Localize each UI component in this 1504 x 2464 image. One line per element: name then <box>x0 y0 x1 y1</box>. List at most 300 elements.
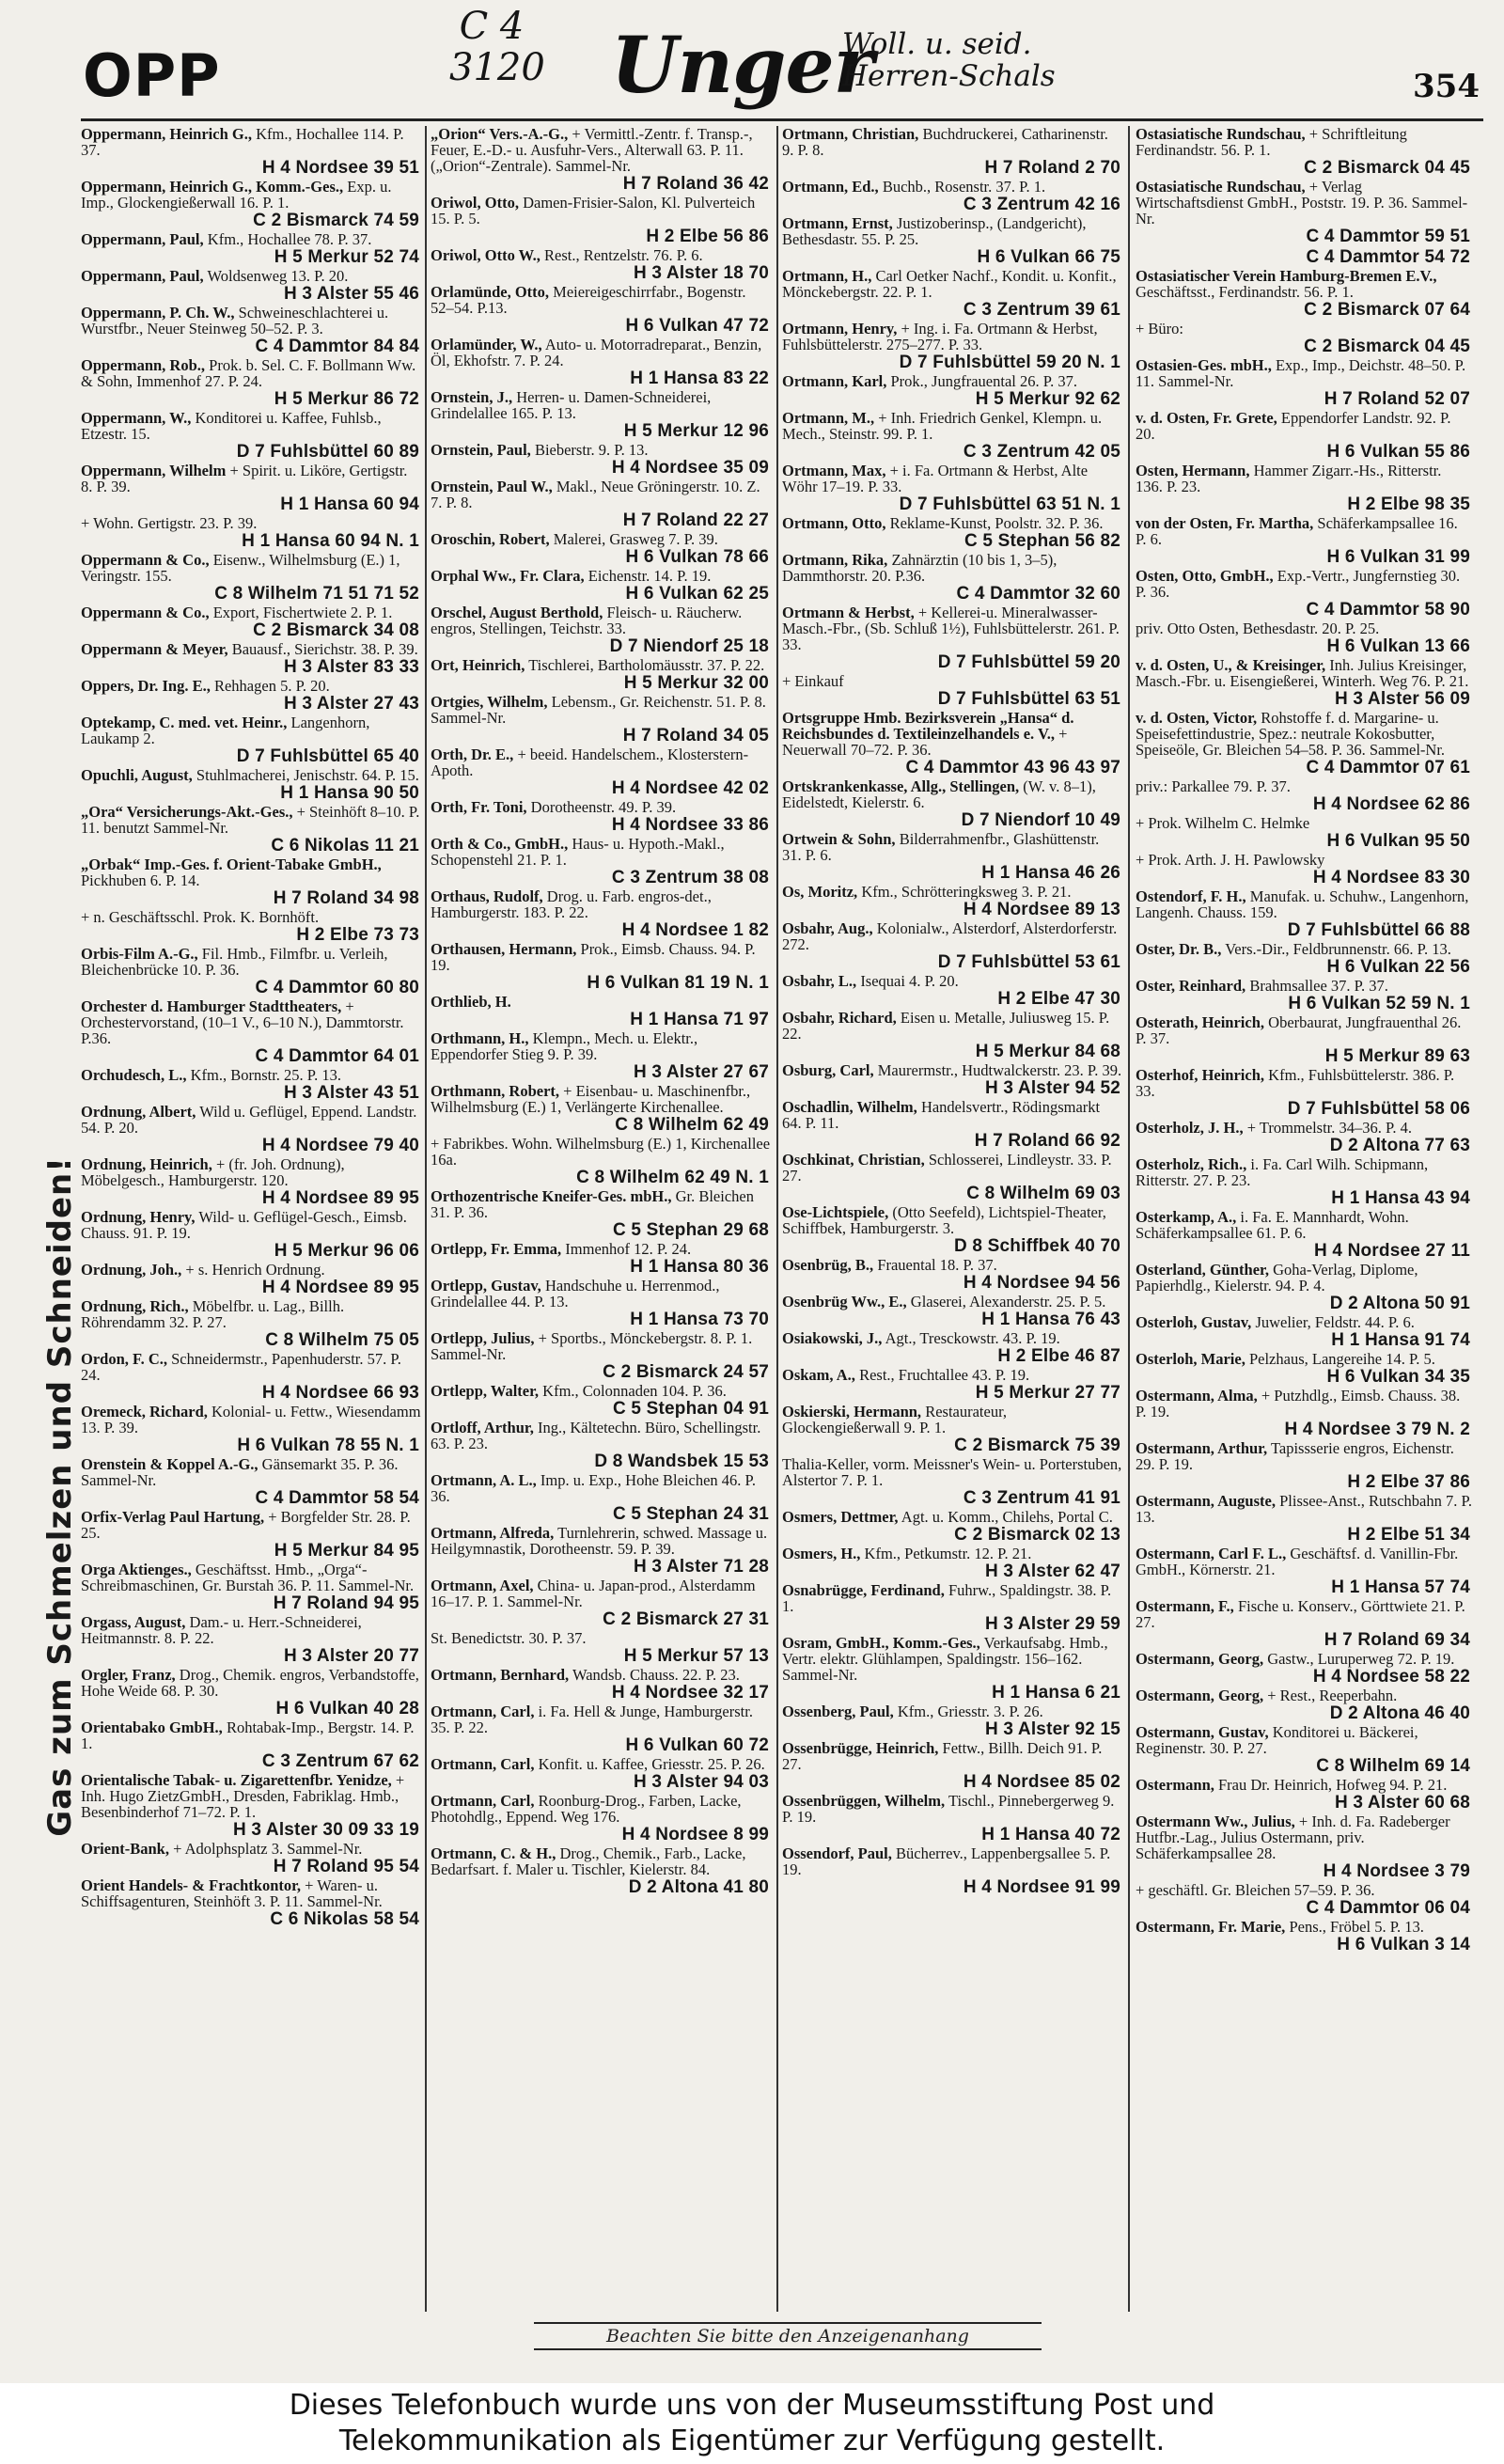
entry-phone: H 1 Hansa 6 21 <box>992 1683 1120 1703</box>
directory-entry <box>81 1614 421 1666</box>
header-ad-subtitle <box>842 28 1087 92</box>
entry-phone: C 3 Zentrum 39 61 <box>963 300 1120 320</box>
entry-name: Oppermann, W., <box>81 409 192 427</box>
entry-details: + Vermittl.-Zentr. f. Transp.-, Feuer, E.-D.- u. Ausfuhr-Vers., Alterwall 63. P. 11. („Orion“-Zentrale). Sammel-Nr. <box>431 126 753 175</box>
entry-name: Orgler, Franz, <box>81 1666 176 1684</box>
entry-name: Osmers, Dettmer, <box>782 1508 899 1526</box>
directory-entry <box>81 515 421 551</box>
entry-name: Ortmann & Herbst, <box>782 604 915 621</box>
directory-entry <box>782 373 1122 409</box>
entry-details: Prok., Jungfrauental 26. P. 37. <box>890 372 1077 390</box>
entry-phone: H 3 Alster 60 68 <box>1334 1793 1470 1813</box>
entry-name: Oppermann & Meyer, <box>81 640 228 658</box>
entry-details: priv. Otto Osten, Bethesdastr. 20. P. 25. <box>1136 620 1380 637</box>
directory-entry <box>1136 268 1472 320</box>
entry-details: Maurermstr., Hudtwalckerstr. 23. P. 39. <box>877 1061 1122 1079</box>
entry-phone: C 4 Dammtor 54 72 <box>1306 247 1470 267</box>
directory-entry <box>81 1262 421 1297</box>
entry-phone: H 6 Vulkan 95 50 <box>1326 831 1470 851</box>
entry-phone: H 1 Hansa 80 36 <box>630 1257 769 1277</box>
entry-phone: C 2 Bismarck 07 64 <box>1304 300 1470 320</box>
entry-details: + Verlag Wirtschaftsdienst GmbH., Poststr. 19. P. 36. Sammel-Nr. <box>1136 178 1468 228</box>
entry-phone: C 4 Dammtor 06 04 <box>1306 1898 1470 1918</box>
header-rule <box>81 118 1483 121</box>
entry-details: + Putzhdlg., Eimsb. Chauss. 38. P. 19. <box>1136 1387 1461 1420</box>
entry-phone: H 1 Hansa 40 72 <box>981 1825 1120 1844</box>
entry-name: Osram, GmbH., Komm.-Ges., <box>782 1634 980 1652</box>
entry-phone: H 7 Roland 52 07 <box>1324 389 1470 409</box>
page-header <box>0 0 1504 113</box>
entry-details: Eisen u. Metalle, Juliusweg 15. P. 22. <box>782 1009 1110 1043</box>
entry-name: Ostermann, Georg, <box>1136 1650 1264 1668</box>
entry-phone: H 6 Vulkan 52 59 N. 1 <box>1288 994 1470 1013</box>
entry-details: Fleisch- u. Räucherw. engros, Stellingen, Teichstr. 33. <box>431 604 743 637</box>
handwritten-note <box>449 5 545 89</box>
entry-details: Gänsemarkt 35. P. 36. Sammel-Nr. <box>81 1455 399 1489</box>
directory-entry <box>1136 1687 1472 1723</box>
entry-phone: D 2 Altona 46 40 <box>1329 1703 1470 1723</box>
entry-name: Orientalische Tabak- u. Zigarettenfbr. Yenidze, <box>81 1771 392 1789</box>
column-divider <box>425 126 427 2312</box>
entry-name: Osbahr, L., <box>782 972 857 990</box>
entry-details: Hammer Zigarr.-Hs., Ritterstr. 136. P. 23. <box>1136 462 1442 495</box>
entry-phone: H 5 Merkur 84 68 <box>975 1042 1120 1061</box>
entry-details: + (fr. Joh. Ordnung), Möbelgesch., Hamburgerstr. 120. <box>81 1155 345 1189</box>
entry-name: Optekamp, C. med. vet. Heinr., <box>81 714 288 731</box>
entry-name: Oppermann, Rob., <box>81 356 206 374</box>
entry-details: Prok. b. Sel. C. F. Bollmann Ww. & Sohn, Immenhof 27. P. 24. <box>81 356 416 390</box>
directory-entry <box>1136 710 1472 777</box>
entry-phone: H 4 Nordsee 27 11 <box>1313 1241 1470 1261</box>
entry-details: + Borgfelder Str. 28. P. 25. <box>81 1508 411 1542</box>
directory-entry <box>431 1030 771 1082</box>
entry-details: + Rest., Reeperbahn. <box>1267 1687 1398 1704</box>
directory-entry <box>782 1257 1122 1293</box>
entry-name: Osten, Otto, GmbH., <box>1136 567 1274 585</box>
directory-entry <box>782 778 1122 830</box>
directory-entry <box>782 604 1122 672</box>
entry-details: Langenhorn, Laukamp 2. <box>81 714 370 747</box>
directory-entry <box>431 284 771 336</box>
header-ad-subtitle-line1: Woll. u. seid. <box>842 27 1032 61</box>
directory-entry <box>431 1136 771 1187</box>
entry-phone: C 4 Dammtor 43 96 43 97 <box>905 758 1120 777</box>
entry-details: Immenhof 12. P. 24. <box>565 1240 692 1258</box>
entry-details: Rest., Rentzelstr. 76. P. 6. <box>544 246 703 264</box>
entry-details: Stuhlmacherei, Jenischstr. 64. P. 15. <box>196 766 419 784</box>
entry-phone: H 4 Nordsee 3 79 N. 2 <box>1284 1420 1470 1439</box>
entry-phone: C 2 Bismarck 04 45 <box>1304 158 1470 178</box>
directory-entry <box>782 1330 1122 1366</box>
entry-details: + geschäftl. Gr. Bleichen 57–59. P. 36. <box>1136 1881 1375 1899</box>
listing-columns <box>81 126 1472 2312</box>
directory-entry <box>1136 1351 1472 1387</box>
entry-phone: H 4 Nordsee 58 22 <box>1312 1667 1470 1687</box>
entry-details: Makl., Neue Gröningerstr. 10. Z. 7. P. 8. <box>431 478 760 511</box>
entry-name: Ortmann, A. L., <box>431 1471 537 1489</box>
entry-name: Ortmann, Henry, <box>782 320 898 337</box>
entry-phone: H 4 Nordsee 66 93 <box>261 1383 419 1403</box>
entry-name: Orenstein & Koppel A.-G., <box>81 1455 258 1473</box>
directory-entry <box>782 321 1122 372</box>
entry-details: Lebensm., Gr. Reichenstr. 51. P. 8. Sammel-Nr. <box>431 693 766 727</box>
entry-phone: C 2 Bismarck 27 31 <box>603 1609 769 1629</box>
entry-details: Fettw., Billh. Deich 91. P. 27. <box>782 1739 1103 1773</box>
entry-details: Kolonial- u. Fettw., Wiesendamm 13. P. 39. <box>81 1403 421 1436</box>
entry-name: Ostermann, Auguste, <box>1136 1492 1276 1510</box>
entry-name: Osterath, Heinrich, <box>1136 1013 1265 1031</box>
column-divider <box>776 126 778 2312</box>
entry-name: Osnabrügge, Ferdinand, <box>782 1581 945 1599</box>
entry-name: Ornstein, Paul, <box>431 441 531 459</box>
entry-details: + beeid. Handelschem., Klosterstern-Apoth. <box>431 745 749 779</box>
entry-phone: H 1 Hansa 83 22 <box>630 369 769 388</box>
handwritten-note-top: C 4 <box>459 5 525 48</box>
entry-name: Orchester d. Hamburger Stadttheaters, <box>81 997 342 1015</box>
entry-name: Os, Moritz, <box>782 883 858 901</box>
entry-details: Imp. u. Exp., Hohe Bleichen 46. P. 36. <box>431 1471 757 1505</box>
directory-entry <box>1136 1777 1472 1813</box>
directory-entry <box>431 1845 771 1897</box>
entry-phone: H 7 Roland 95 54 <box>273 1857 419 1876</box>
directory-entry <box>782 179 1122 214</box>
entry-name: Oster, Dr. B., <box>1136 940 1222 958</box>
directory-entry <box>1136 1440 1472 1492</box>
entry-phone: D 7 Fuhlsbüttel 59 20 N. 1 <box>899 353 1120 372</box>
entry-phone: H 4 Nordsee 89 95 <box>261 1188 419 1208</box>
entry-phone: C 8 Wilhelm 69 03 <box>966 1184 1120 1203</box>
entry-name: Orth, Dr. E., <box>431 745 514 763</box>
entry-phone: H 2 Elbe 73 73 <box>296 925 419 945</box>
entry-phone: D 7 Niendorf 25 18 <box>609 636 769 656</box>
directory-entry <box>431 1577 771 1629</box>
entry-phone: H 6 Vulkan 22 56 <box>1326 957 1470 977</box>
column-1 <box>81 126 421 2312</box>
entry-phone: H 5 Merkur 92 62 <box>975 389 1120 409</box>
entry-phone: H 3 Alster 20 77 <box>283 1646 419 1666</box>
directory-entry <box>1136 1209 1472 1261</box>
entry-phone: H 4 Nordsee 89 95 <box>261 1278 419 1297</box>
entry-name: Orbis-Film A.-G., <box>81 945 198 963</box>
entry-phone: H 6 Vulkan 62 25 <box>625 584 769 604</box>
directory-entry <box>1136 1388 1472 1439</box>
entry-phone: H 5 Merkur 27 77 <box>975 1383 1120 1403</box>
entry-phone: H 4 Nordsee 94 56 <box>963 1273 1120 1293</box>
directory-entry <box>1136 357 1472 409</box>
entry-phone: H 1 Hansa 73 70 <box>630 1310 769 1329</box>
directory-entry <box>782 1099 1122 1151</box>
entry-details: + Wohn. Gertigstr. 23. P. 39. <box>81 514 258 532</box>
entry-phone: H 4 Nordsee 3 79 <box>1323 1861 1470 1881</box>
directory-entry <box>81 126 421 178</box>
directory-entry <box>782 831 1122 883</box>
entry-details: Wild u. Geflügel, Eppend. Landstr. 54. P. 20. <box>81 1103 417 1137</box>
entry-name: Ortwein & Sohn, <box>782 830 896 848</box>
directory-entry <box>431 1241 771 1277</box>
entry-phone: H 7 Roland 66 92 <box>974 1131 1120 1151</box>
entry-details: Kfm., Schrötteringksweg 3. P. 21. <box>861 883 1072 901</box>
entry-phone: D 2 Altona 41 80 <box>628 1877 769 1897</box>
entry-name: Ortskrankenkasse, Allg., Stellingen, <box>782 777 1020 795</box>
entry-phone: H 6 Vulkan 60 72 <box>625 1735 769 1755</box>
directory-entry <box>782 515 1122 551</box>
directory-entry <box>782 673 1122 709</box>
directory-entry <box>431 836 771 887</box>
directory-entry <box>431 531 771 567</box>
entry-phone: C 3 Zentrum 42 16 <box>963 195 1120 214</box>
directory-entry <box>81 179 421 230</box>
entry-details: Eppendorfer Landstr. 92. P. 20. <box>1136 409 1451 443</box>
directory-entry <box>431 1330 771 1382</box>
entry-details: Oberbaurat, Jungfrauenthal 26. P. 37. <box>1136 1013 1462 1047</box>
entry-phone: H 6 Vulkan 81 19 N. 1 <box>587 973 769 993</box>
entry-phone: D 2 Altona 50 91 <box>1329 1294 1470 1313</box>
directory-entry <box>1136 321 1472 356</box>
entry-name: Ostermann, F., <box>1136 1597 1234 1615</box>
directory-entry <box>431 1383 771 1419</box>
directory-entry <box>782 884 1122 919</box>
entry-details: Inh. Julius Kreisinger, Masch.-Fbr. u. Eisengießerei, Winterh. Weg 76. P. 21. <box>1136 656 1469 690</box>
entry-details: i. Fa. E. Mannhardt, Wohn. Schäferkampsallee 61. P. 6. <box>1136 1208 1409 1242</box>
entry-name: Oppermann, P. Ch. W., <box>81 304 235 322</box>
entry-details: Juwelier, Feldstr. 44. P. 6. <box>1255 1313 1415 1331</box>
entry-phone: H 6 Vulkan 47 72 <box>625 316 769 336</box>
entry-name: Ortmann, Carl, <box>431 1755 535 1773</box>
entry-name: Ortmann, Alfreda, <box>431 1524 555 1542</box>
entry-name: Ortmann, Ed., <box>782 178 879 196</box>
entry-name: Orgass, August, <box>81 1613 186 1631</box>
entry-phone: H 1 Hansa 60 94 <box>280 494 419 514</box>
directory-entry <box>81 714 421 766</box>
entry-phone: H 6 Vulkan 78 55 N. 1 <box>237 1436 419 1455</box>
entry-name: Ostermann, Georg, <box>1136 1687 1264 1704</box>
directory-entry <box>782 920 1122 972</box>
entry-name: Oriwol, Otto, <box>431 194 519 212</box>
header-ad-name: Unger <box>611 21 873 111</box>
entry-details: Damen-Frisier-Salon, Kl. Pulverteich 15. P. 5. <box>431 194 756 228</box>
entry-details: Dorotheenstr. 49. P. 39. <box>530 798 677 816</box>
directory-entry <box>782 268 1122 320</box>
entry-details: Klempn., Mech. u. Elektr., Eppendorfer Stieg 9. P. 39. <box>431 1029 698 1063</box>
entry-name: Oremeck, Richard, <box>81 1403 208 1420</box>
directory-entry <box>431 1630 771 1666</box>
entry-details: Geschäftsst., Ferdinandstr. 56. P. 1. <box>1136 283 1354 301</box>
entry-name: Orfix-Verlag Paul Hartung, <box>81 1508 265 1526</box>
entry-name: Ordnung, Joh., <box>81 1261 182 1279</box>
credit-line-2: Telekommunikation als Eigentümer zur Verfügung gestellt. <box>338 2425 1166 2457</box>
entry-name: Oskam, A., <box>782 1366 855 1384</box>
entry-name: Ortlepp, Fr. Emma, <box>431 1240 562 1258</box>
entry-details: Carl Oetker Nachf., Kondit. u. Konfit., Mönckebergstr. 22. P. 1. <box>782 267 1117 301</box>
entry-phone: D 7 Fuhlsbüttel 58 06 <box>1287 1099 1470 1119</box>
entry-details: Konfit. u. Kaffee, Griesstr. 25. P. 26. <box>538 1755 765 1773</box>
entry-details: Bilderrahmenfbr., Glashüttenstr. 31. P. 6. <box>782 830 1100 864</box>
entry-name: „Orion“ Vers.-A.-G., <box>431 126 569 143</box>
directory-entry <box>81 268 421 304</box>
directory-entry <box>431 195 771 246</box>
column-divider <box>1128 126 1130 2312</box>
directory-entry <box>1136 852 1472 887</box>
entry-phone: H 4 Nordsee 1 82 <box>621 920 769 940</box>
entry-phone: H 3 Alster 94 03 <box>633 1772 769 1792</box>
entry-phone: H 4 Nordsee 42 02 <box>611 778 769 798</box>
entry-phone: D 7 Niendorf 10 49 <box>961 810 1120 830</box>
entry-phone: C 5 Stephan 04 91 <box>612 1399 769 1419</box>
entry-name: „Ora“ Versicherungs-Akt.-Ges., <box>81 803 293 821</box>
entry-phone: H 3 Alster 29 59 <box>984 1614 1120 1634</box>
directory-entry <box>782 215 1122 267</box>
directory-entry <box>81 1209 421 1261</box>
entry-name: Oppermann & Co., <box>81 551 210 569</box>
entry-details: Kfm., Griesstr. 3. P. 26. <box>897 1703 1043 1720</box>
entry-phone: H 5 Merkur 12 96 <box>623 421 769 441</box>
entry-name: Ostendorf, F. H., <box>1136 887 1246 905</box>
entry-name: Oppermann, Paul, <box>81 267 204 285</box>
directory-entry <box>782 1635 1122 1703</box>
entry-name: Ort, Heinrich, <box>431 656 525 674</box>
entry-name: Ostermann, Fr. Marie, <box>1136 1918 1286 1936</box>
entry-phone: C 6 Nikolas 11 21 <box>271 836 419 855</box>
directory-entry <box>81 1667 421 1719</box>
entry-phone: C 8 Wilhelm 62 49 N. 1 <box>576 1168 769 1187</box>
entry-name: Ortlepp, Julius, <box>431 1329 535 1347</box>
entry-details: Gastw., Luruperweg 72. P. 19. <box>1267 1650 1455 1668</box>
entry-details: + Orchestervorstand, (10–1 V., 6–10 N.), Dammtorstr. P.36. <box>81 997 404 1047</box>
entry-details: + s. Henrich Ordnung. <box>185 1261 325 1279</box>
page-number: 354 <box>1413 68 1480 105</box>
directory-entry <box>431 568 771 604</box>
entry-details: Gr. Bleichen 31. P. 36. <box>431 1187 754 1221</box>
entry-phone: H 4 Nordsee 89 13 <box>963 900 1120 919</box>
entry-details: Haus- u. Hypoth.-Makl., Schopenstehl 21. P. 1. <box>431 835 725 869</box>
entry-phone: C 3 Zentrum 38 08 <box>611 868 769 887</box>
entry-details: Kfm., Bornstr. 25. P. 13. <box>190 1066 342 1084</box>
entry-phone: H 3 Alster 30 09 33 19 <box>232 1820 419 1840</box>
entry-phone: C 5 Stephan 24 31 <box>612 1504 769 1524</box>
entry-phone: C 4 Dammtor 60 80 <box>255 978 419 997</box>
directory-entry <box>431 247 771 283</box>
entry-name: Orthmann, H., <box>431 1029 529 1047</box>
entry-details: + Inh. Hugo ZietzGmbH., Dresden, Fabriklag. Hmb., Besenbinderhof 71–72. P. 1. <box>81 1771 405 1821</box>
entry-details: Zahnärztin (10 bis 1, 3–5), Dammthorstr. 20. P.36. <box>782 551 1058 585</box>
entry-phone: D 2 Altona 77 63 <box>1329 1136 1470 1155</box>
entry-phone: H 1 Hansa 90 50 <box>280 783 419 803</box>
directory-entry <box>431 694 771 745</box>
entry-phone: C 2 Bismarck 02 13 <box>954 1525 1120 1545</box>
directory-entry <box>782 1845 1122 1897</box>
entry-details: Möbelfbr. u. Lag., Billh. Röhrendamm 32. P. 27. <box>81 1297 345 1331</box>
entry-details: + Einkauf <box>782 672 844 690</box>
entry-phone: H 6 Vulkan 66 75 <box>977 247 1120 267</box>
entry-details: Kfm., Colonnaden 104. P. 36. <box>542 1382 727 1400</box>
entry-name: Opuchli, August, <box>81 766 193 784</box>
entry-details: Rohstoffe f. d. Margarine- u. Speisefettindustrie, Spez.: neutrale Kokosbutter, Speiseöle, Gr. Bleichen 54–58. P. 36. Sammel-Nr. <box>1136 709 1446 759</box>
entry-name: Ortmann, Carl, <box>431 1703 535 1720</box>
entry-name: Ortmann, Rika, <box>782 551 888 569</box>
directory-entry <box>782 1010 1122 1061</box>
entry-phone: C 8 Wilhelm 69 14 <box>1316 1756 1470 1776</box>
entry-details: Tapissserie engros, Eichenstr. 29. P. 19. <box>1136 1439 1454 1473</box>
entry-phone: H 7 Roland 34 05 <box>622 726 769 745</box>
entry-name: Orthausen, Hermann, <box>431 940 577 958</box>
directory-entry <box>782 1793 1122 1844</box>
entry-phone: C 2 Bismarck 75 39 <box>954 1436 1120 1455</box>
entry-name: Ortloff, Arthur, <box>431 1419 534 1436</box>
entry-name: Oppermann, Heinrich G., <box>81 126 252 143</box>
entry-phone: H 3 Alster 55 46 <box>283 284 419 304</box>
entry-name: Orthaus, Rudolf, <box>431 887 543 905</box>
entry-name: Osburg, Carl, <box>782 1061 874 1079</box>
entry-name: Ostermann, Arthur, <box>1136 1439 1268 1457</box>
entry-name: Osten, Hermann, <box>1136 462 1250 479</box>
column-4 <box>1136 126 1472 2312</box>
entry-phone: C 4 Dammtor 64 01 <box>255 1046 419 1066</box>
entry-details: Schlosserei, Lindleystr. 33. P. 27. <box>782 1151 1112 1185</box>
entry-details: i. Fa. Hell & Junge, Hamburgerstr. 35. P. 22. <box>431 1703 753 1736</box>
entry-details: Kfm., Fuhlsbüttelerstr. 386. P. 33. <box>1136 1066 1455 1100</box>
directory-entry <box>1136 515 1472 567</box>
side-advertisement: Gas zum Schmelzen und Schneiden! <box>41 1156 79 1837</box>
entry-phone: H 4 Nordsee 8 99 <box>621 1825 769 1844</box>
entry-phone: H 4 Nordsee 32 17 <box>611 1683 769 1703</box>
entry-details: Bauausf., Sierichstr. 38. P. 39. <box>231 640 418 658</box>
entry-details: Fil. Hmb., Filmfbr. u. Verleih, Bleichenbrücke 10. P. 36. <box>81 945 388 979</box>
entry-phone: H 2 Elbe 51 34 <box>1347 1525 1470 1545</box>
entry-details: + Fabrikbes. Wohn. Wilhelmsburg (E.) 1, Kirchenallee 16a. <box>431 1135 771 1169</box>
entry-details: Kolonialw., Alsterdorf, Alsterdorferstr. 272. <box>782 919 1118 953</box>
entry-phone: H 6 Vulkan 55 86 <box>1326 442 1470 462</box>
directory-entry <box>431 337 771 388</box>
entry-phone: C 2 Bismarck 04 45 <box>1304 337 1470 356</box>
entry-name: Ortmann, Otto, <box>782 514 886 532</box>
entry-details: Rehhagen 5. P. 20. <box>213 677 330 695</box>
entry-details: Brahmsallee 37. P. 37. <box>1249 977 1388 995</box>
entry-details: Schäferkampsallee 16. P. 6. <box>1136 514 1458 548</box>
entry-phone: H 4 Nordsee 33 86 <box>611 815 769 835</box>
entry-phone: C 2 Bismarck 34 08 <box>253 620 419 640</box>
directory-entry <box>81 1067 421 1103</box>
entry-details: Agt., Tresckowstr. 43. P. 19. <box>885 1329 1060 1347</box>
entry-phone: H 6 Vulkan 3 14 <box>1337 1935 1470 1954</box>
entry-name: Ordnung, Henry, <box>81 1208 196 1226</box>
entry-name: Ostasiatische Rundschau, <box>1136 126 1306 143</box>
entry-name: Oppers, Dr. Ing. E., <box>81 677 211 695</box>
directory-entry <box>782 552 1122 604</box>
directory-entry <box>81 1719 421 1771</box>
directory-entry <box>1136 1493 1472 1545</box>
entry-phone: C 8 Wilhelm 62 49 <box>615 1115 769 1135</box>
directory-entry <box>782 126 1122 178</box>
entry-phone: H 3 Alster 56 09 <box>1334 689 1470 709</box>
entry-details: + Kellerei-u. Mineralwasser-Masch.-Fbr., (Sb. Schluß 1½), Fuhlsbüttelerstr. 261. P. 33. <box>782 604 1120 653</box>
entry-phone: C 2 Bismarck 24 57 <box>603 1362 769 1382</box>
entry-details: Restaurateur, Glockengießerwall 9. P. 1. <box>782 1403 1008 1436</box>
entry-phone: H 3 Alster 62 47 <box>984 1562 1120 1581</box>
entry-phone: H 1 Hansa 71 97 <box>630 1010 769 1029</box>
entry-details: Frauental 18. P. 37. <box>877 1256 997 1274</box>
entry-phone: H 2 Elbe 47 30 <box>997 989 1120 1009</box>
entry-details: i. Fa. Carl Wilh. Schipmann, Ritterstr. 27. P. 23. <box>1136 1155 1429 1189</box>
directory-entry <box>782 1456 1122 1508</box>
entry-phone: H 4 Nordsee 91 99 <box>963 1877 1120 1897</box>
directory-entry <box>81 1841 421 1876</box>
entry-name: Ortmann, Christian, <box>782 126 919 143</box>
entry-name: Ossenbrüggen, Wilhelm, <box>782 1792 946 1810</box>
entry-name: Ortmann, M., <box>782 409 875 427</box>
entry-phone: H 7 Roland 34 98 <box>273 888 419 908</box>
entry-phone: H 3 Alster 71 28 <box>633 1557 769 1577</box>
entry-phone: H 1 Hansa 91 74 <box>1331 1330 1470 1350</box>
